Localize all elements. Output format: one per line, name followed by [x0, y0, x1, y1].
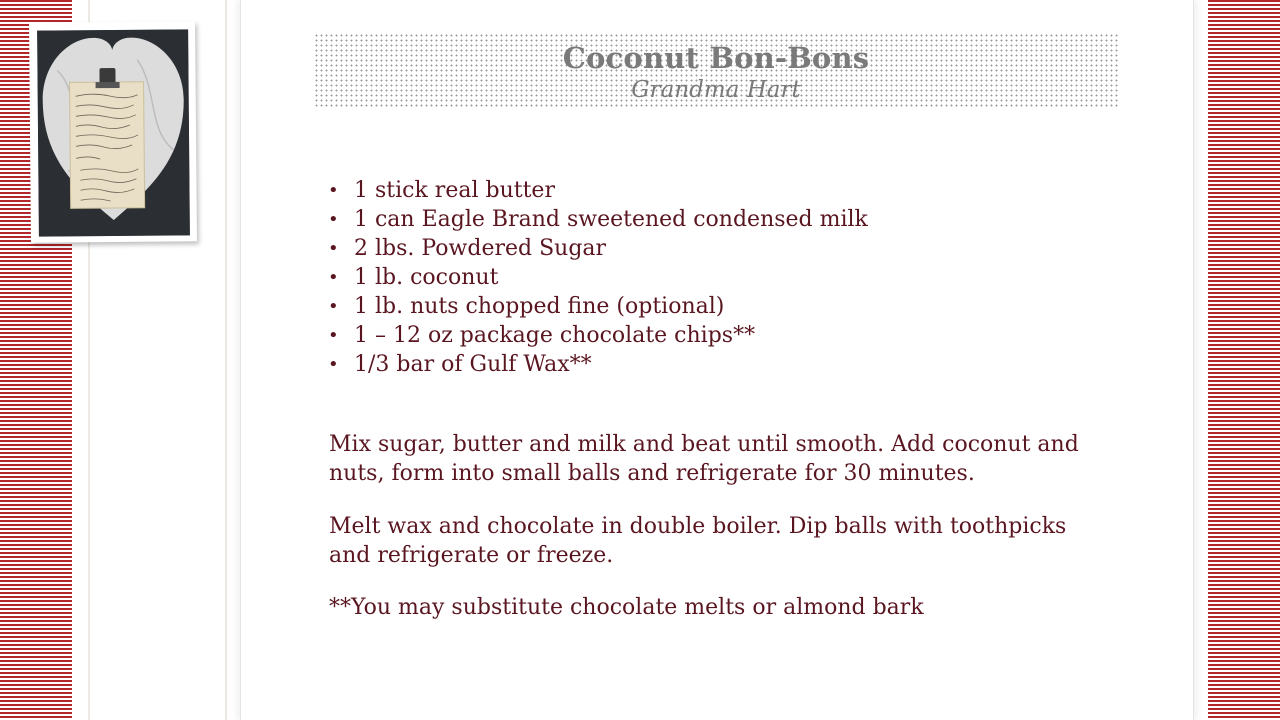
bullet-icon: •: [328, 267, 339, 288]
bullet-icon: •: [328, 325, 339, 346]
recipe-author: Grandma Hart: [631, 77, 801, 103]
ingredient-text: 2 lbs. Powdered Sugar: [354, 236, 607, 261]
recipe-card-photo: [37, 29, 190, 236]
bullet-icon: •: [328, 238, 339, 259]
ingredient-text: 1 lb. nuts chopped fine (optional): [354, 294, 725, 319]
panel-edge-inner: [225, 0, 227, 720]
ingredient-list: [328, 176, 868, 379]
ingredient-item: [328, 234, 868, 263]
bullet-icon: •: [328, 296, 339, 317]
ingredient-item: [328, 263, 868, 292]
ingredient-text: 1/3 bar of Gulf Wax**: [354, 352, 592, 377]
ingredient-item: [328, 321, 868, 350]
photo-card: [29, 21, 197, 242]
ingredient-text: 1 can Eagle Brand sweetened condensed milk: [354, 207, 868, 232]
substitution-note: **You may substitute chocolate melts or almond bark: [329, 595, 924, 620]
ingredient-text: 1 lb. coconut: [354, 265, 499, 290]
directions-step-1: Mix sugar, butter and milk and beat until smooth. Add coconut and nuts, form into small balls and refrigerate for 30 minutes.: [329, 432, 1079, 486]
ingredient-text: 1 stick real butter: [354, 178, 555, 203]
ingredient-item: [328, 350, 868, 379]
ingredient-item: [328, 176, 868, 205]
right-stripe-border: [1208, 0, 1280, 720]
bullet-icon: •: [328, 180, 339, 201]
ingredient-item: [328, 292, 868, 321]
ingredient-item: [328, 205, 868, 234]
directions-step-2: Melt wax and chocolate in double boiler. Dip balls with toothpicks and refrigerate or freeze.: [329, 514, 1067, 568]
bullet-icon: •: [328, 354, 339, 375]
title-box: [314, 33, 1118, 109]
recipe-title: Coconut Bon-Bons: [562, 41, 870, 75]
heart-clipboard-icon: [37, 29, 190, 236]
ingredient-text: 1 – 12 oz package chocolate chips**: [354, 323, 756, 348]
bullet-icon: •: [328, 209, 339, 230]
